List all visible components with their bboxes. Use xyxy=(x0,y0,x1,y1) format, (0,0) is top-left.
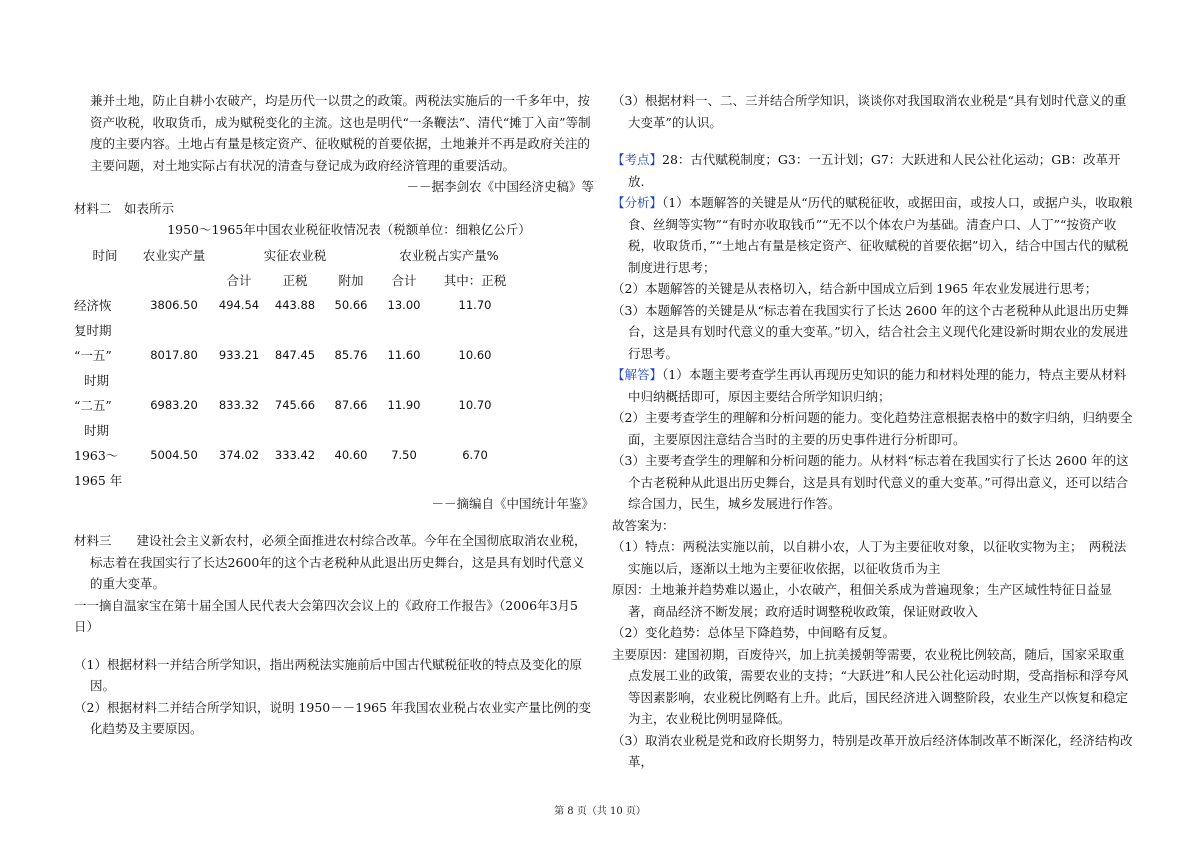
value-cell: 333.42 xyxy=(274,448,316,462)
header-period: 时间 xyxy=(92,248,118,263)
table-header-row xyxy=(74,243,520,268)
table-subheader-row xyxy=(74,268,520,293)
material2-heading: 材料二 如表所示 xyxy=(74,200,175,216)
value-cell: 6983.20 xyxy=(150,398,198,412)
jieda-text-2: （2）主要考查学生的理解和分析问题的能力。变化趋势注意根据表格中的数字归纳，归纳要全面，主要原因注意结合当时的主要的历史事件进行分析即可。 xyxy=(612,410,1133,447)
page-footer: 第 8 页（共 10 页） xyxy=(554,806,646,817)
value-cell: 7.50 xyxy=(391,448,417,462)
table-row-cont xyxy=(74,368,520,393)
header-tax: 实征农业税 xyxy=(263,248,327,263)
source-citation-1: －－据李剑农《中国经济史稿》等 xyxy=(406,179,594,194)
subheader-main: 正税 xyxy=(282,273,308,288)
period-cell-cont: 1965 年 xyxy=(74,473,123,488)
jieda-text-3: （3）主要考查学生的理解和分析问题的能力。从材料“标志着在我国实行了长达 2600 年的这个古老税种从此退出历史舞台，这是具有划时代意义的重大变革。”可得出意义，还可以结合综合国力，民生，城乡发展进行作答。 xyxy=(612,453,1129,511)
value-cell: 494.54 xyxy=(218,298,260,312)
table-row xyxy=(74,443,520,468)
subheader-ratio-main: 其中：正税 xyxy=(443,273,507,288)
answer-2: （2）变化趋势：总体呈下降趋势，中间略有反复。 xyxy=(612,625,895,640)
table-row-cont xyxy=(74,468,520,493)
material3: 材料三 建设社会主义新农村，必须全面推进农村综合改革。今年在全国彻底取消农业税，标志着在我国实行了长达2600年的这个古老税种从此退出历史舞台，这是具有划时代意义的重大变革。 xyxy=(74,533,587,591)
period-cell: “一五” xyxy=(74,348,112,363)
value-cell: 87.66 xyxy=(334,398,368,412)
value-cell: 10.70 xyxy=(458,398,492,412)
period-cell-cont: 时期 xyxy=(84,373,110,388)
jieda-section xyxy=(612,364,1134,407)
kaodian-section xyxy=(612,149,1134,192)
value-cell: 833.32 xyxy=(218,398,260,412)
question-1: （1）根据材料一并结合所学知识，指出两税法实施前后中国古代赋税征收的特点及变化的原因。 xyxy=(74,656,582,693)
fenxi-tag: 【分析】 xyxy=(612,195,663,210)
subheader-total: 合计 xyxy=(226,273,252,288)
kaodian-tag: 【考点】 xyxy=(612,152,663,167)
table-row-cont xyxy=(74,318,520,343)
value-cell: 5004.50 xyxy=(150,448,198,462)
source-citation-2: －－摘编自《中国统计年鉴》 xyxy=(431,495,594,511)
header-ratio: 农业税占实产量% xyxy=(399,248,499,263)
table-row-cont xyxy=(74,418,520,443)
answer-1: （1）特点：两税法实施以前，以自耕小农，人丁为主要征收对象，以征收实物为主； 两税法实施以后，逐渐以土地为主要征收依据，以征收货币为主 xyxy=(612,539,1127,576)
period-cell: “二五” xyxy=(74,398,112,413)
table-title: 1950～1965年中国农业税征收情况表（税额单位：细粮亿公斤） xyxy=(167,222,531,237)
value-cell: 443.88 xyxy=(274,298,316,312)
value-cell: 933.21 xyxy=(218,348,260,362)
kaodian-text: 28：古代赋税制度；G3：一五计划；G7：大跃进和人民公社化运动；GB：改革开放. xyxy=(628,152,1121,189)
value-cell: 10.60 xyxy=(458,348,492,362)
value-cell: 745.66 xyxy=(274,398,316,412)
agricultural-tax-table xyxy=(74,243,520,493)
answer-2-reason: 主要原因：建国初期，百废待兴，加上抗美援朝等需要，农业税比例较高，随后，国家采取重点发展工业的政策，需要农业的支持；“大跃进”和人民公社化运动时期，受高指标和浮夸风等因素影响，农业税比例略有上升。此后，国民经济进入调整阶段，农业生产以恢复和稳定为主，农业税比例明显降低。 xyxy=(612,646,1129,726)
question-2: （2）根据材料二并结合所学知识，说明 1950－－1965 年我国农业税占农业实产量比例的变化趋势及主要原因。 xyxy=(74,699,592,736)
jieda-tag: 【解答】 xyxy=(612,367,663,382)
value-cell: 85.76 xyxy=(334,348,368,362)
table-row xyxy=(74,343,520,368)
material1-continuation: 兼并土地，防止自耕小农破产，均是历代一以贯之的政策。两税法实施后的一千多年中，按资产收税，收取货币，成为赋税变化的主流。这也是明代“一条鞭法”、清代“摊丁入亩”等制度的主要内容。土地占有量是核定资产、征收赋税的首要依据，土地兼并不再是政府关注的主要问题，对土地实际占有状况的清查与登记成为政府经济管理的重要活动。 xyxy=(90,93,591,173)
value-cell: 374.02 xyxy=(218,448,260,462)
left-column xyxy=(74,90,594,740)
answer-1-reason: 原因：土地兼并趋势难以遏止，小农破产，租佃关系成为普遍现象；生产区域性特征日益显著，商品经济不断发展；政府适时调整税收政策，保证财政收入 xyxy=(612,582,1113,619)
header-output: 农业实产量 xyxy=(142,248,206,263)
table-row xyxy=(74,393,520,418)
fenxi-text-2: （2）本题解答的关键是从表格切入，结合新中国成立后到 1965 年农业发展进行思考； xyxy=(612,281,1098,296)
jieda-text-1: （1）本题主要考查学生再认再现历史知识的能力和材料处理的能力，特点主要从材料中归纳概括即可，原因主要结合所学知识归纳； xyxy=(628,367,1127,404)
value-cell: 11.70 xyxy=(458,298,492,312)
source-citation-3: 一一摘自温家宝在第十届全国人民代表大会第四次会议上的《政府工作报告》（2006年3月5日） xyxy=(74,597,578,634)
value-cell: 11.90 xyxy=(387,398,421,412)
value-cell: 11.60 xyxy=(387,348,421,362)
value-cell: 40.60 xyxy=(334,448,368,462)
right-column xyxy=(612,90,1134,773)
fenxi-text-3: （3）本题解答的关键是从“标志着在我国实行了长达 2600 年的这个古老税种从此退出历史舞台，这是具有划时代意义的重大变革。”切入，结合社会主义现代化建设新时期农业的发展进行思考。 xyxy=(612,302,1129,361)
value-cell: 6.70 xyxy=(462,448,488,462)
period-cell-cont: 时期 xyxy=(84,423,110,438)
answer-3: （3）取消农业税是党和政府长期努力，特别是改革开放后经济体制改革不断深化，经济结构改革， xyxy=(612,732,1133,769)
subheader-extra: 附加 xyxy=(338,273,364,288)
period-cell: 1963～ xyxy=(74,448,119,463)
value-cell: 8017.80 xyxy=(150,348,198,362)
period-cell-cont: 复时期 xyxy=(74,323,112,338)
value-cell: 13.00 xyxy=(387,298,421,312)
question-3: （3）根据材料一、二、三并结合所学知识，谈谈你对我国取消农业税是“具有划时代意义的重大变革”的认识。 xyxy=(612,93,1127,130)
period-cell: 经济恢 xyxy=(74,298,112,313)
answer-intro: 故答案为： xyxy=(612,517,675,533)
value-cell: 50.66 xyxy=(334,298,368,312)
fenxi-section xyxy=(612,192,1134,278)
fenxi-text-1: （1）本题解答的关键是从“历代的赋税征收，或据田亩，或按人口，或据户头，收取粮食、丝绸等实物”“有时亦收取钱币”“无不以个体农户为基础。清查户口、人丁”“按资产收税，收取货币，”“土地占有量是核定资产、征收赋税的首要依据”切入，结合中国古代的赋税制度进行思考； xyxy=(628,195,1133,275)
table-row xyxy=(74,293,520,318)
subheader-ratio-total: 合计 xyxy=(391,273,417,288)
value-cell: 3806.50 xyxy=(150,298,198,312)
value-cell: 847.45 xyxy=(274,348,316,362)
